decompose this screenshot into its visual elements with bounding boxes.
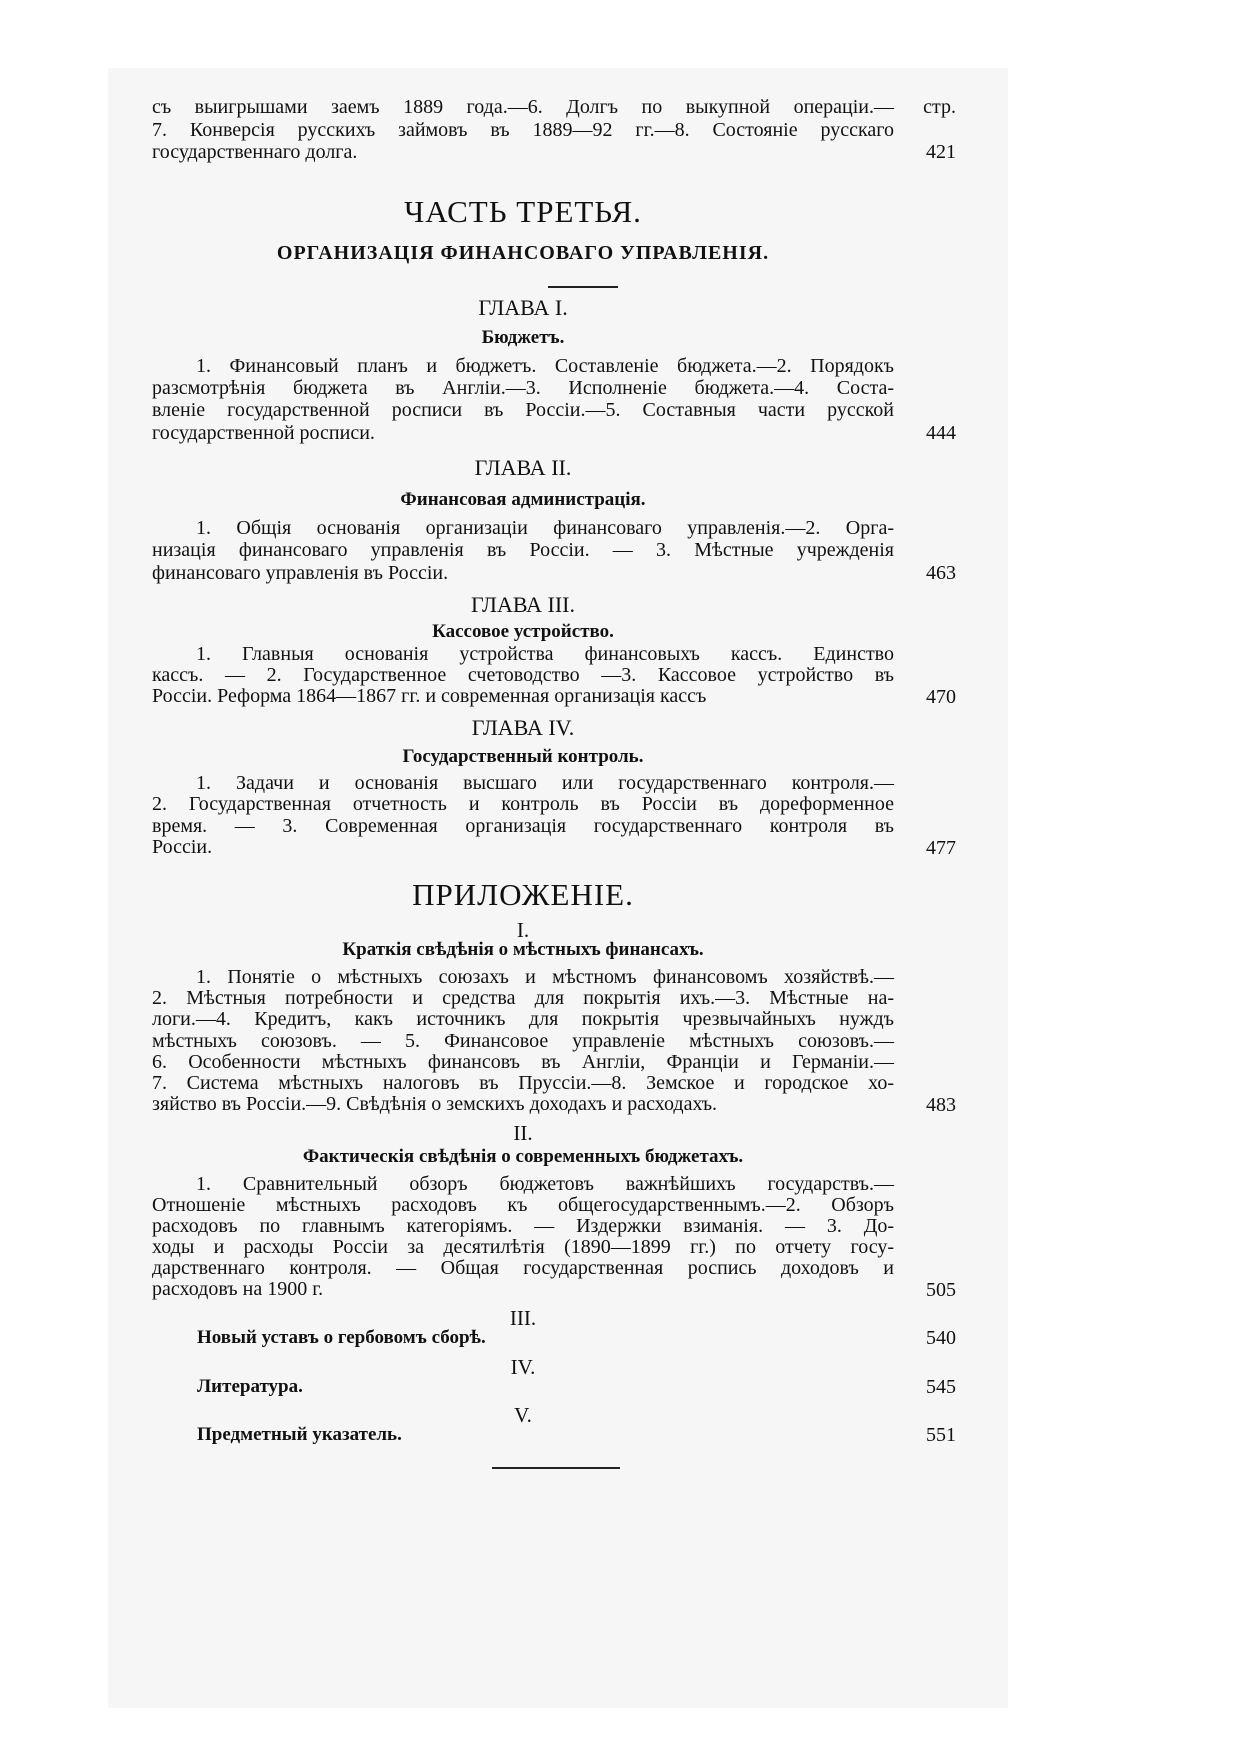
- appendix-number: II.: [513, 1121, 533, 1145]
- chapter-title: Фактическія свѣдѣнія о современныхъ бюджетахъ.: [302, 1146, 744, 1167]
- entry-line: кассъ. — 2. Государственное счетоводство —3. Кассовое устройство въ: [152, 664, 894, 686]
- entry-line: 1. Общія основанія организаціи финансоваго управленія.—2. Орга-: [196, 517, 894, 539]
- chapter-heading: ГЛАВА II.: [474, 455, 572, 480]
- toc-entry-title[interactable]: Литература.: [197, 1376, 303, 1397]
- roman-block: [152, 1121, 894, 1145]
- part-title: ПРИЛОЖЕНІЕ.: [412, 877, 634, 912]
- appendix-number: I.: [516, 918, 530, 942]
- single-block: [152, 1424, 894, 1446]
- entry-line: 2. Мѣстныя потребности и средства для покрытія ихъ.—3. Мѣстные на-: [152, 987, 894, 1010]
- toc-entry-title[interactable]: Предметный указатель.: [197, 1424, 402, 1445]
- chapter-title: Государственный контроль.: [402, 746, 644, 767]
- chapter-block: [152, 455, 894, 481]
- entry-line: 1. Финансовый планъ и бюджетъ. Составленіе бюджета.—2. Порядокъ: [196, 355, 894, 377]
- entry-line: время. — 3. Современная организація государственнаго контроля въ: [152, 814, 894, 837]
- entry-line: 1. Задачи и основанія высшаго или государственнаго контроля.—: [196, 772, 894, 794]
- page-number[interactable]: 505: [926, 1279, 956, 1301]
- entry-line: 1. Главныя основанія устройства финансовыхъ кассъ. Единство: [196, 643, 894, 665]
- page-number[interactable]: 540: [926, 1327, 956, 1349]
- subtitle-block: [152, 241, 894, 265]
- part-subtitle: ОРГАНИЗАЦІЯ ФИНАНСОВАГО УПРАВЛЕНІЯ.: [276, 242, 770, 264]
- entry-line: 1. Сравнительный обзоръ бюджетовъ важнѣйшихъ государствъ.—: [196, 1173, 894, 1195]
- toc-entry: [152, 355, 894, 444]
- chapter-block: [152, 592, 894, 618]
- title-block: [152, 489, 894, 511]
- entry-line: низація финансоваго управленія въ Россіи. — 3. Мѣстные учрежденія: [152, 539, 894, 562]
- entry-line: ходы и расходы Россіи за десятилѣтія (1890—1899 гг.) по отчету госу-: [152, 1236, 894, 1258]
- toc-entry: [152, 967, 894, 1115]
- toc-entry-title[interactable]: Новый уставъ о гербовомъ сборѣ.: [197, 1327, 486, 1348]
- chapter-title: Финансовая администрація.: [400, 489, 646, 510]
- chapter-heading: ГЛАВА III.: [470, 592, 576, 617]
- entry-line: мѣстныхъ союзовъ. — 5. Финансовое управленіе мѣстныхъ союзовъ.—: [152, 1029, 894, 1052]
- entry-line: Отношеніе мѣстныхъ расходовъ къ общегосударственнымъ.—2. Обзоръ: [152, 1194, 894, 1216]
- part-block: [152, 195, 894, 229]
- entry-line: логи.—4. Кредитъ, какъ источникъ для покрытія чрезвычайныхъ нуждъ: [152, 1008, 894, 1031]
- entry-line: 7. Система мѣстныхъ налоговъ въ Пруссіи.—8. Земское и городское хо-: [152, 1071, 894, 1094]
- entry-line: государственной росписи.: [152, 421, 375, 444]
- chapter-title: Краткія свѣдѣнія о мѣстныхъ финансахъ.: [342, 939, 704, 960]
- toc-entry: [152, 773, 894, 858]
- appendix-number: V.: [514, 1403, 532, 1427]
- toc-entry: [152, 96, 894, 164]
- entry-line: 6. Особенности мѣстныхъ финансовъ въ Англіи, Франціи и Германіи.—: [152, 1050, 894, 1073]
- title-block: [152, 1146, 894, 1168]
- divider-rule: [548, 286, 618, 288]
- entry-line: расходовъ на 1900 г.: [152, 1278, 324, 1300]
- toc-entry: [152, 644, 894, 707]
- appendix-number: III.: [509, 1306, 537, 1330]
- page-number[interactable]: 551: [926, 1424, 956, 1446]
- title-block: [152, 746, 894, 768]
- entry-line: Россіи.: [152, 835, 213, 858]
- entry-line: разсмотрѣнія бюджета въ Англіи.—3. Исполненіе бюджета.—4. Соста-: [152, 377, 894, 400]
- appendix-number: IV.: [510, 1355, 536, 1379]
- part-title: ЧАСТЬ ТРЕТЬЯ.: [404, 194, 642, 229]
- page-number[interactable]: 463: [926, 561, 956, 584]
- chapter-heading: ГЛАВА IV.: [471, 715, 575, 740]
- entry-line: государственнаго долга.: [152, 141, 358, 163]
- title-block: [152, 327, 894, 349]
- page-number[interactable]: 470: [926, 686, 956, 708]
- entry-line: 7. Конверсія русскихъ займовъ въ 1889—92 гг.—8. Состояніе русскаго: [152, 118, 894, 141]
- page-number[interactable]: 421: [926, 141, 956, 163]
- page-column-label: стр.: [923, 96, 956, 118]
- chapter-title: Бюджетъ.: [481, 327, 565, 348]
- title-block: [152, 939, 894, 961]
- single-block: [152, 1327, 894, 1349]
- entry-line: 1. Понятіе о мѣстныхъ союзахъ и мѣстномъ финансовомъ хозяйствѣ.—: [196, 966, 894, 988]
- chapter-block: [152, 295, 894, 321]
- chapter-block: [152, 715, 894, 741]
- chapter-title: Кассовое устройство.: [432, 621, 614, 642]
- toc-entry: [152, 1174, 894, 1300]
- toc-entry: [152, 517, 894, 584]
- page-number[interactable]: 483: [926, 1094, 956, 1117]
- entry-line: дарственнаго контроля. — Общая государственная роспись доходовъ и: [152, 1257, 894, 1279]
- entry-line: вленіе государственной росписи въ Россіи.—5. Составныя части русской: [152, 399, 894, 422]
- single-block: [152, 1376, 894, 1398]
- entry-line: 2. Государственная отчетность и контроль въ Россіи въ дореформенное: [152, 793, 894, 816]
- page-number[interactable]: 477: [926, 836, 956, 859]
- entry-line: Россіи. Реформа 1864—1867 гг. и современная организація кассъ: [152, 685, 707, 707]
- entry-line: расходовъ по главнымъ категоріямъ. — Издержки взиманія. — 3. До-: [152, 1215, 894, 1237]
- divider-rule: [492, 1467, 620, 1469]
- entry-line: финансоваго управленія въ Россіи.: [152, 561, 449, 584]
- title-block: [152, 621, 894, 643]
- part-block: [152, 878, 894, 912]
- page-number[interactable]: 545: [926, 1376, 956, 1398]
- page-number[interactable]: 444: [926, 421, 956, 444]
- chapter-heading: ГЛАВА I.: [478, 295, 568, 320]
- entry-line: съ выигрышами заемъ 1889 года.—6. Долгъ по выкупной операціи.—: [152, 96, 894, 118]
- entry-line: зяйство въ Россіи.—9. Свѣдѣнія о земскихъ доходахъ и расходахъ.: [152, 1093, 718, 1116]
